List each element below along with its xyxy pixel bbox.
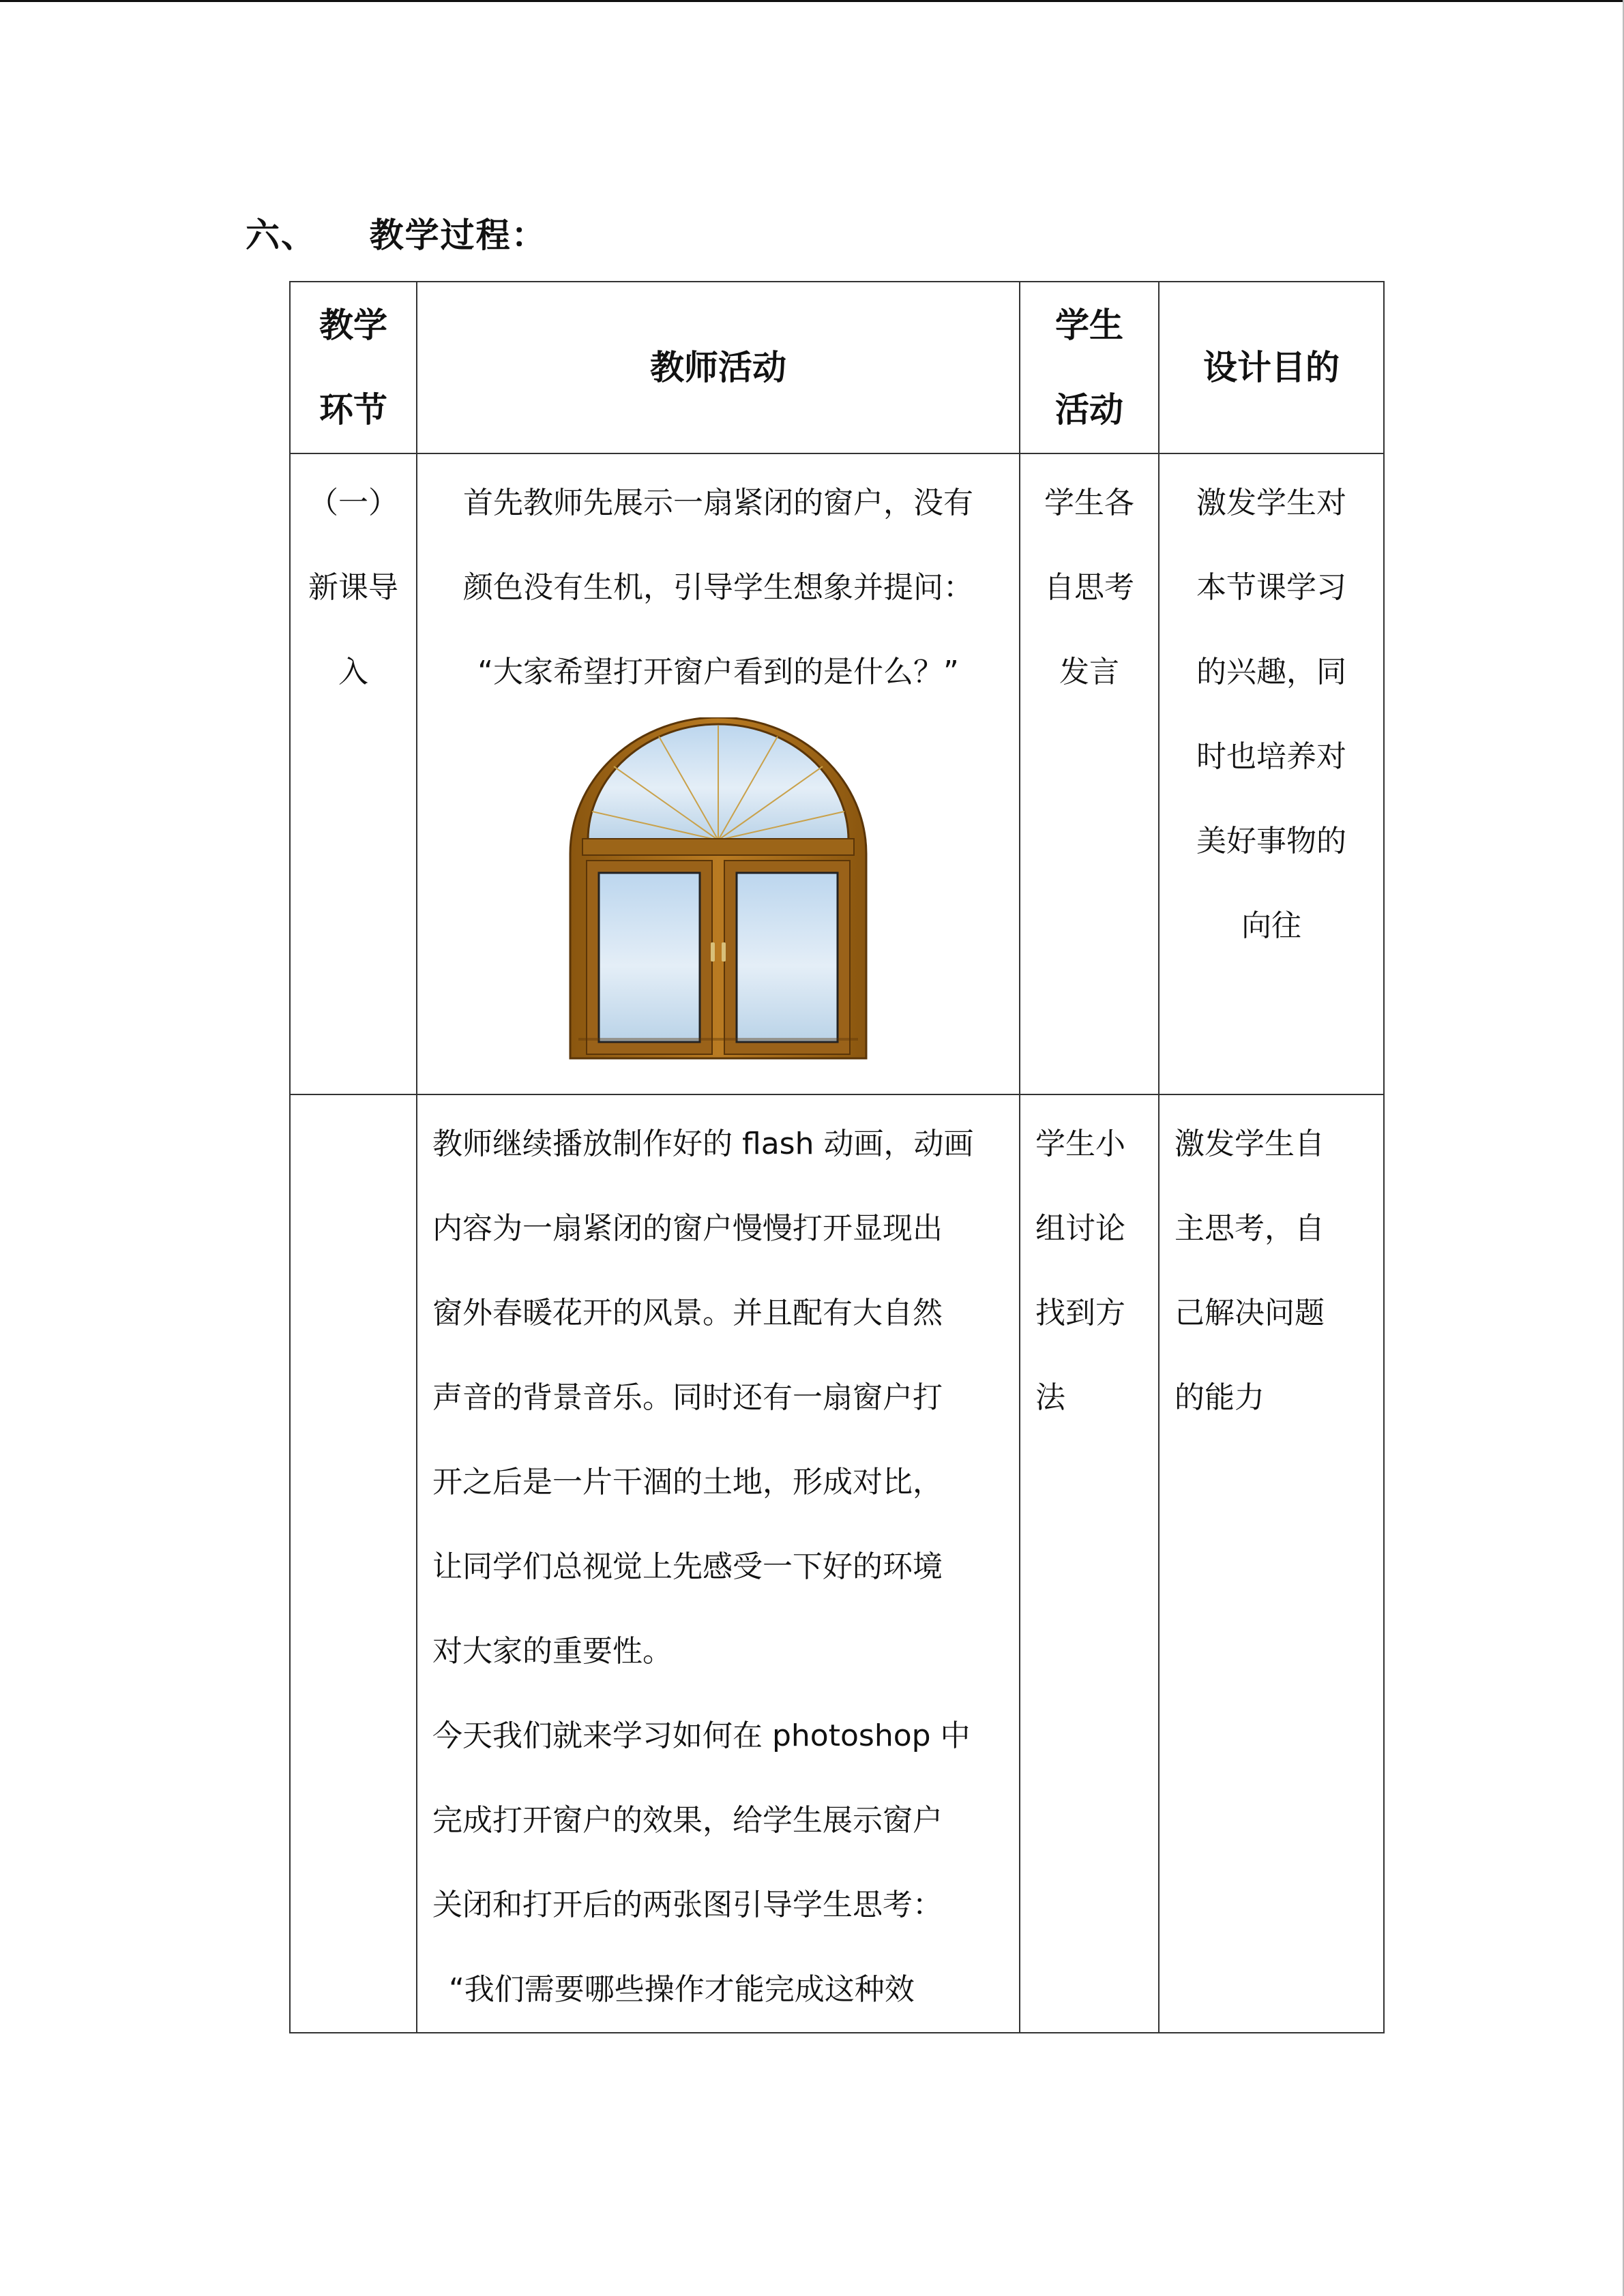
purpose-line: 向往 (1241, 908, 1301, 943)
teacher-line: 对大家的重要性。 (432, 1634, 673, 1669)
header-stage-line: 环节 (319, 390, 387, 430)
cell-teacher (417, 453, 1020, 1094)
page-top-rule (0, 0, 1624, 2)
stage-line: （一） (308, 486, 398, 520)
window-image-container (417, 715, 1019, 1080)
teacher-line: 声音的背景音乐。同时还有一扇窗户打 (432, 1380, 943, 1415)
cell-purpose (1159, 1094, 1384, 2033)
header-student-line: 活动 (1055, 390, 1123, 430)
header-student-line: 学生 (1055, 305, 1123, 345)
header-student (1020, 282, 1159, 453)
purpose-line: 本节课学习 (1196, 570, 1346, 605)
table-header-row (290, 282, 1384, 453)
header-teacher: 教师活动 (417, 282, 1020, 453)
student-line: 组讨论 (1035, 1211, 1125, 1246)
student-line: 学生各 (1044, 486, 1134, 520)
purpose-line: 主思考，自 (1175, 1211, 1325, 1246)
cell-student (1020, 453, 1159, 1094)
purpose-line: 美好事物的 (1196, 824, 1346, 859)
teaching-process-table (289, 281, 1385, 2033)
section-number: 六、 (246, 215, 316, 255)
teacher-line: 开之后是一片干涸的土地，形成对比， (432, 1465, 943, 1500)
purpose-line: 己解决问题 (1175, 1296, 1325, 1330)
student-line: 发言 (1059, 655, 1119, 689)
section-heading (246, 208, 547, 257)
cell-student (1020, 1094, 1159, 2033)
purpose-line: 激发学生对 (1196, 486, 1346, 520)
student-line: 法 (1035, 1380, 1065, 1415)
cell-stage (290, 1094, 417, 2033)
cell-purpose (1159, 453, 1384, 1094)
teacher-line: 内容为一扇紧闭的窗户慢慢打开显现出 (432, 1211, 943, 1246)
teacher-line: 完成打开窗户的效果，给学生展示窗户 (432, 1803, 943, 1838)
teacher-line: “我们需要哪些操作才能完成这种效 (449, 1972, 915, 2007)
student-line: 自思考 (1044, 570, 1134, 605)
cell-teacher (417, 1094, 1020, 2033)
stage-line: 入 (338, 655, 368, 689)
purpose-line: 的能力 (1175, 1380, 1265, 1415)
teacher-line: 首先教师先展示一扇紧闭的窗户，没有 (463, 486, 973, 520)
table-row (290, 1094, 1384, 2033)
teacher-line: 今天我们就来学习如何在 photoshop 中 (432, 1718, 971, 1753)
teacher-line: 教师继续播放制作好的 flash 动画，动画 (432, 1127, 974, 1161)
header-stage (290, 282, 417, 453)
student-line: 找到方 (1035, 1296, 1125, 1330)
header-purpose: 设计目的 (1159, 282, 1384, 453)
table-row (290, 453, 1384, 1094)
cell-stage (290, 453, 417, 1094)
purpose-line: 的兴趣，同 (1196, 655, 1346, 689)
arched-window-image (543, 717, 894, 1065)
purpose-line: 时也培养对 (1196, 739, 1346, 774)
header-stage-line: 教学 (319, 305, 387, 345)
teacher-line: 颜色没有生机，引导学生想象并提问： (463, 570, 973, 605)
teacher-line: 窗外春暖花开的风景。并且配有大自然 (432, 1296, 943, 1330)
student-line: 学生小 (1035, 1127, 1125, 1161)
section-title: 教学过程： (369, 215, 547, 255)
stage-line: 新课导 (308, 570, 398, 605)
teacher-line: 让同学们总视觉上先感受一下好的环境 (432, 1549, 943, 1584)
teacher-line: “大家希望打开窗户看到的是什么？” (477, 655, 959, 689)
teacher-line: 关闭和打开后的两张图引导学生思考： (432, 1888, 943, 1922)
purpose-line: 激发学生自 (1175, 1127, 1325, 1161)
